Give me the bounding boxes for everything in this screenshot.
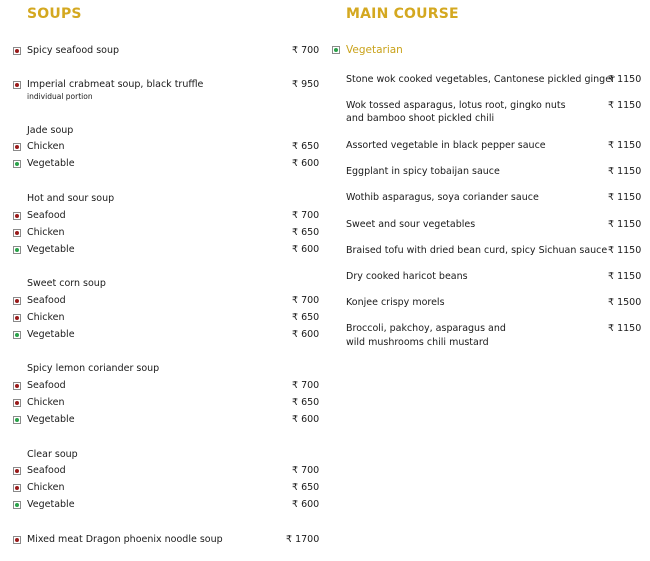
item-name: Broccoli, pakchoy, asparagus and: [346, 323, 506, 334]
veg-icon: [13, 331, 21, 339]
veg-icon: [13, 246, 21, 254]
main-item: [346, 296, 646, 310]
item-name: Chicken: [27, 482, 65, 493]
item-price: ₹ 700: [292, 210, 320, 221]
menu-item-spicy-seafood-soup: [0, 44, 330, 58]
item-price: ₹ 700: [292, 295, 320, 306]
item-name-line2: wild mushrooms chili mustard: [346, 337, 489, 348]
item-name: Chicken: [27, 312, 65, 323]
item-price: ₹ 1700: [286, 534, 320, 545]
menu-item-clear-seafood: [0, 464, 330, 478]
item-name: [27, 78, 203, 102]
item-price: ₹ 1150: [608, 323, 642, 334]
non-veg-icon: [13, 143, 21, 151]
menu-item-sweet-corn-chicken: [0, 311, 330, 325]
menu-item-imperial-crabmeat-soup: [0, 78, 330, 104]
menu-item-hot-sour-chicken: [0, 226, 330, 240]
item-name: Wok tossed asparagus, lotus root, gingko nuts: [346, 100, 566, 111]
menu-item-dragon-phoenix-noodle-soup: [0, 533, 330, 547]
item-price: ₹ 700: [292, 380, 320, 391]
item-name: Spicy seafood soup: [27, 45, 120, 56]
menu-item-hot-sour-seafood: [0, 209, 330, 223]
veg-icon: [13, 160, 21, 168]
non-veg-icon: [13, 47, 21, 55]
item-price: ₹ 650: [292, 227, 320, 238]
item-price: ₹ 650: [292, 482, 320, 493]
item-price: ₹ 1500: [608, 297, 642, 308]
item-price: ₹ 650: [292, 312, 320, 323]
soups-heading: SOUPS: [27, 6, 82, 22]
item-name: Assorted vegetable in black pepper sauce: [346, 140, 546, 151]
item-name: Vegetable: [27, 499, 75, 510]
non-veg-icon: [13, 314, 21, 322]
menu-item-jade-vegetable: [0, 157, 330, 171]
menu-item-lemon-coriander-vegetable: [0, 413, 330, 427]
veg-icon: [332, 46, 340, 54]
item-price: ₹ 650: [292, 141, 320, 152]
non-veg-icon: [13, 484, 21, 492]
item-name: Dry cooked haricot beans: [346, 271, 468, 282]
item-name: Vegetable: [27, 244, 75, 255]
main-course-heading: MAIN COURSE: [346, 6, 459, 22]
group-title-spicy-lemon-coriander-soup: Spicy lemon coriander soup: [27, 363, 160, 374]
item-name: Wothib asparagus, soya coriander sauce: [346, 192, 539, 203]
group-title-hot-and-sour-soup: Hot and sour soup: [27, 193, 115, 204]
group-title-sweet-corn-soup: Sweet corn soup: [27, 278, 106, 289]
item-price: ₹ 600: [292, 499, 320, 510]
group-title-clear-soup: Clear soup: [27, 449, 78, 460]
vegetarian-label: Vegetarian: [346, 44, 403, 56]
item-price: ₹ 1150: [608, 166, 642, 177]
item-name: Mixed meat Dragon phoenix noodle soup: [27, 534, 223, 545]
item-name: Vegetable: [27, 158, 75, 169]
main-item: [346, 244, 646, 258]
non-veg-icon: [13, 467, 21, 475]
non-veg-icon: [13, 81, 21, 89]
item-price: ₹ 600: [292, 414, 320, 425]
menu-item-clear-vegetable: [0, 498, 330, 512]
item-name: Seafood: [27, 210, 66, 221]
item-name: Eggplant in spicy tobaijan sauce: [346, 166, 500, 177]
non-veg-icon: [13, 212, 21, 220]
item-price: ₹ 700: [292, 45, 320, 56]
item-price: ₹ 1150: [608, 192, 642, 203]
item-price: ₹ 600: [292, 158, 320, 169]
item-name: Seafood: [27, 295, 66, 306]
vegetarian-section-title: [330, 43, 530, 57]
menu-item-sweet-corn-vegetable: [0, 328, 330, 342]
item-name: Vegetable: [27, 329, 75, 340]
main-item: [346, 73, 646, 87]
non-veg-icon: [13, 297, 21, 305]
item-name: Chicken: [27, 141, 65, 152]
item-name: Konjee crispy morels: [346, 297, 445, 308]
menu-item-lemon-coriander-seafood: [0, 379, 330, 393]
main-item: [346, 218, 646, 232]
item-price: ₹ 600: [292, 244, 320, 255]
veg-icon: [13, 416, 21, 424]
item-name-text: Imperial crabmeat soup, black truffle: [27, 79, 204, 90]
main-item: [346, 139, 646, 153]
main-item: [346, 270, 646, 284]
item-name: Stone wok cooked vegetables, Cantonese pickled ginger: [346, 74, 615, 85]
non-veg-icon: [13, 399, 21, 407]
item-name: Chicken: [27, 397, 65, 408]
item-name: Sweet and sour vegetables: [346, 219, 476, 230]
item-price: ₹ 1150: [608, 219, 642, 230]
item-price: ₹ 1150: [608, 271, 642, 282]
item-price: ₹ 950: [292, 79, 320, 90]
item-price: ₹ 1150: [608, 74, 642, 85]
item-name: Seafood: [27, 465, 66, 476]
menu-item-lemon-coriander-chicken: [0, 396, 330, 410]
item-price: ₹ 700: [292, 465, 320, 476]
non-veg-icon: [13, 536, 21, 544]
main-item: [346, 191, 646, 205]
item-name: Seafood: [27, 380, 66, 391]
non-veg-icon: [13, 382, 21, 390]
item-name: Vegetable: [27, 414, 75, 425]
menu-item-sweet-corn-seafood: [0, 294, 330, 308]
veg-icon: [13, 501, 21, 509]
item-price: ₹ 1150: [608, 245, 642, 256]
item-name: Chicken: [27, 227, 65, 238]
group-title-jade-soup: Jade soup: [27, 125, 74, 136]
item-price: ₹ 1150: [608, 100, 642, 111]
item-price: ₹ 1150: [608, 140, 642, 151]
item-name-line2: and bamboo shoot pickled chili: [346, 113, 495, 124]
menu-item-jade-chicken: [0, 140, 330, 154]
item-name: Braised tofu with dried bean curd, spicy Sichuan sauce: [346, 245, 608, 256]
item-price: ₹ 600: [292, 329, 320, 340]
main-item: [346, 165, 646, 179]
menu-item-clear-chicken: [0, 481, 330, 495]
main-item: [346, 322, 646, 350]
non-veg-icon: [13, 229, 21, 237]
main-item: [346, 99, 646, 127]
menu-item-hot-sour-vegetable: [0, 243, 330, 257]
item-price: ₹ 650: [292, 397, 320, 408]
item-note: individual portion: [27, 92, 93, 101]
